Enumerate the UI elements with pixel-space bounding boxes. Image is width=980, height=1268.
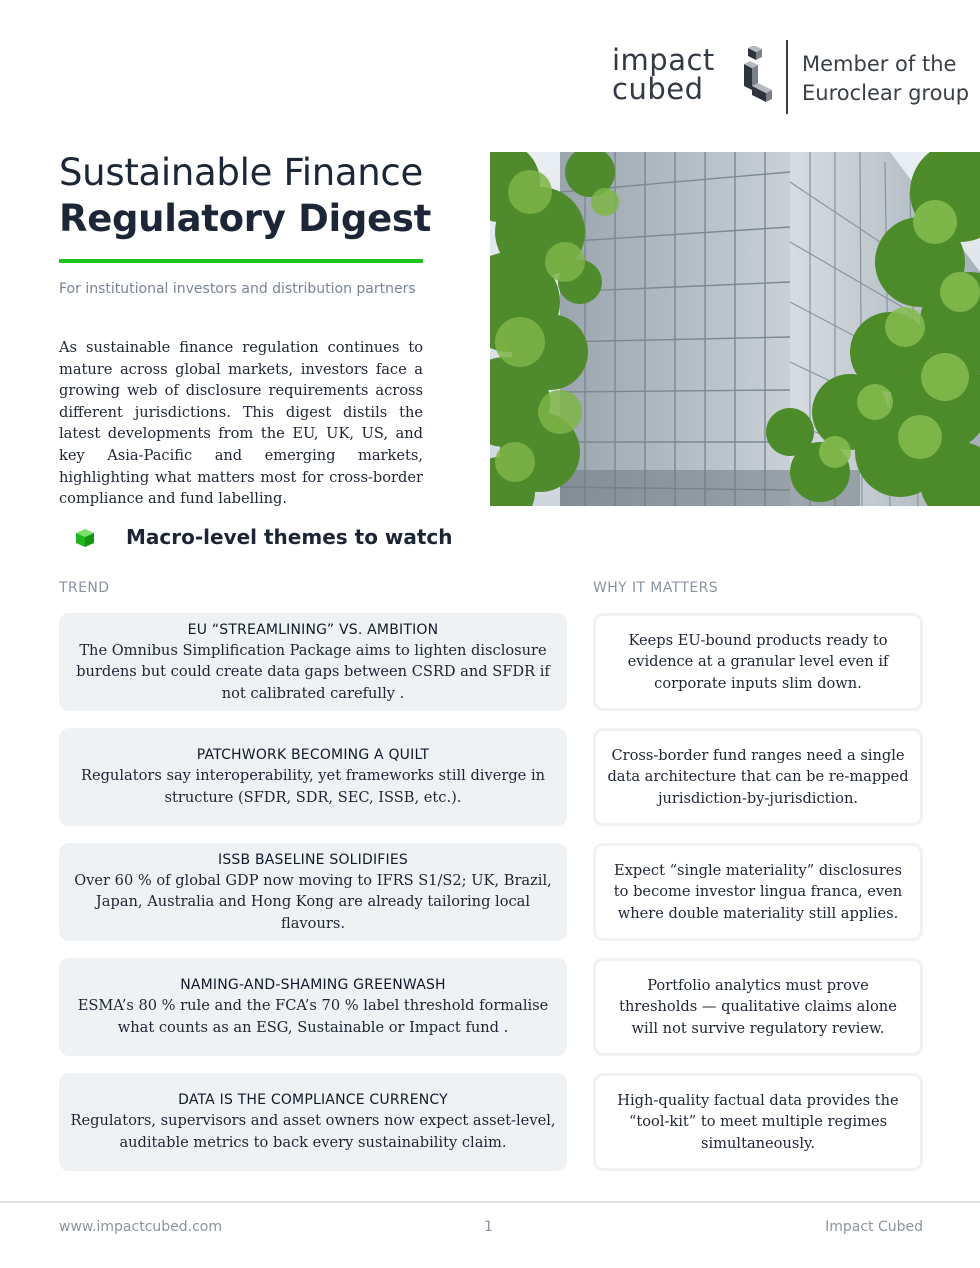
title-accent-rule [59,259,423,263]
impact-cubed-logo-mark-icon [738,46,774,104]
trend-card [59,1073,567,1171]
trend-card [59,613,567,711]
trend-description: Regulators, supervisors and asset owners now expect asset-level, auditable metrics to back every sustainability claim. [70,1112,556,1151]
why-it-matters-card [593,728,923,826]
trend-heading: NAMING-AND-SHAMING GREENWASH [180,977,446,994]
why-it-matters-text: High-quality factual data provides the “tool-kit” to meet multiple regimes simultaneously. [617,1091,899,1152]
trend-heading: ISSB BASELINE SOLIDIFIES [217,851,409,868]
trend-card [59,843,567,941]
theme-row [59,1073,923,1188]
column-header-trend: TREND [59,580,110,596]
green-cube-icon [75,528,95,548]
footer-page-number: 1 [484,1219,493,1235]
trend-card [59,728,567,826]
footer-divider [0,1201,980,1203]
impact-cubed-logo-wordmark [612,43,728,106]
footer-website: www.impactcubed.com [59,1219,223,1235]
page-subtitle: For institutional investors and distribution partners [59,281,416,297]
logo-line-2: cubed [612,72,704,106]
trend-heading: PATCHWORK BECOMING A QUILT [196,747,430,764]
trend-description: The Omnibus Simplification Package aims to lighten disclosure burdens but could create data gaps between CSRD and SFDR if not calibrated carefully . [76,641,550,702]
member-line-1: Member of the [802,52,957,76]
member-of-euroclear-text [802,50,969,108]
why-it-matters-card [593,958,923,1056]
logo-divider [786,40,788,114]
page-title [59,150,439,242]
theme-row [59,958,923,1073]
why-it-matters-text: Cross-border fund ranges need a single data architecture that can be re-mapped jurisdiction-by-jurisdiction. [607,746,909,807]
why-it-matters-card [593,843,923,941]
why-it-matters-text: Keeps EU-bound products ready to evidence at a granular level even if corporate inputs slim down. [627,631,889,692]
column-header-why-it-matters: WHY IT MATTERS [593,580,718,596]
trend-heading: DATA IS THE COMPLIANCE CURRENCY [178,1092,448,1109]
title-line-1: Sustainable Finance [59,151,423,194]
hero-building-photo [490,152,980,506]
footer-company: Impact Cubed [825,1219,923,1235]
why-it-matters-text: Portfolio analytics must prove thresholds — qualitative claims alone will not survive regulatory review. [619,976,897,1037]
themes-table [59,613,923,1188]
why-it-matters-card [593,1073,923,1171]
trend-card [59,958,567,1056]
trend-description: ESMA’s 80 % rule and the FCA’s 70 % label threshold formalise what counts as an ESG, Sustainable or Impact fund . [77,997,549,1036]
why-it-matters-card [593,613,923,711]
trend-description: Over 60 % of global GDP now moving to IFRS S1/S2; UK, Brazil, Japan, Australia and Hong Kong are already tailoring local flavours. [74,871,552,932]
theme-row [59,843,923,958]
title-line-2: Regulatory Digest [59,197,432,240]
trend-heading: EU “STREAMLINING” VS. AMBITION [187,621,439,638]
intro-paragraph: As sustainable finance regulation continues to mature across global markets, investors face a growing web of disclosure requirements across different jurisdictions. This digest distils the latest developments from the EU, UK, US, and key Asia-Pacific and emerging markets, highlighting what matters most for cross-border compliance and fund labelling. [59,339,423,508]
trend-description: Regulators say interoperability, yet frameworks still diverge in structure (SFDR, SDR, SEC, ISSB, etc.). [80,767,546,806]
why-it-matters-text: Expect “single materiality” disclosures to become investor lingua franca, even where double materiality still applies. [613,861,903,922]
theme-row [59,728,923,843]
section-title: Macro-level themes to watch [126,525,453,549]
logo-line-1: impact [612,43,715,77]
theme-row [59,613,923,728]
member-line-2: Euroclear group [802,81,970,105]
